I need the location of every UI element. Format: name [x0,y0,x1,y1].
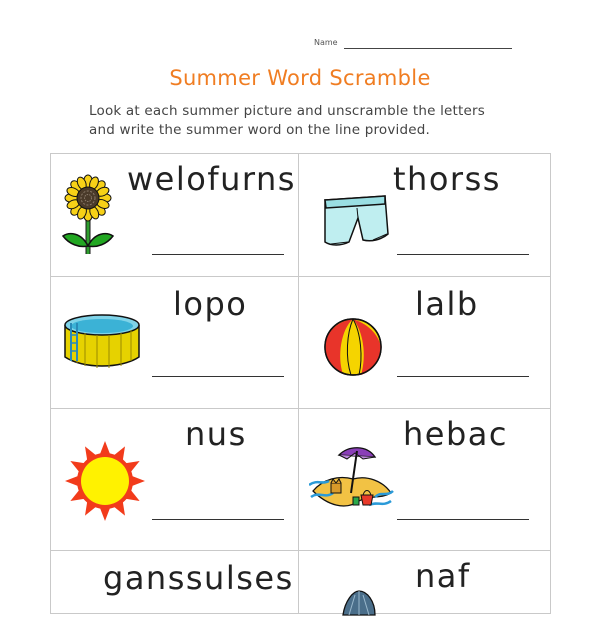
answer-line[interactable] [397,519,529,520]
scramble-cell [51,551,299,614]
scrambled-word: lopo [173,285,248,323]
scramble-cell [299,409,551,551]
sunflower-icon [61,174,115,258]
fan-icon [339,587,379,617]
pool-icon [63,313,141,369]
answer-line[interactable] [152,376,284,377]
name-field [314,38,338,47]
scrambled-word: nus [185,415,247,453]
scrambled-word: thorss [393,160,501,198]
scrambled-word: ganssulses [103,559,294,597]
word-grid [50,153,551,614]
page-title: Summer Word Scramble [169,66,431,90]
answer-line[interactable] [152,254,284,255]
instructions-line-2: and write the summer word on the line provided. [89,122,431,138]
beach-ball-icon [323,317,383,377]
instructions-line-1: Look at each summer picture and unscramble the letters [89,103,486,119]
scrambled-word: welofurns [127,160,296,198]
answer-line[interactable] [152,519,284,520]
beach-icon [309,445,395,515]
instructions [89,102,529,140]
answer-line[interactable] [397,254,529,255]
scrambled-word: hebac [403,415,508,453]
scramble-cell [299,551,551,614]
scrambled-word: lalb [415,285,479,323]
shorts-icon [321,194,391,252]
scrambled-word: naf [415,557,471,595]
sun-icon [65,441,145,521]
name-line[interactable] [344,48,512,49]
scramble-cell [51,409,299,551]
name-label: Name [314,38,338,47]
scramble-cell [299,277,551,409]
scramble-cell [51,277,299,409]
answer-line[interactable] [397,376,529,377]
scramble-cell [51,154,299,277]
scramble-cell [299,154,551,277]
